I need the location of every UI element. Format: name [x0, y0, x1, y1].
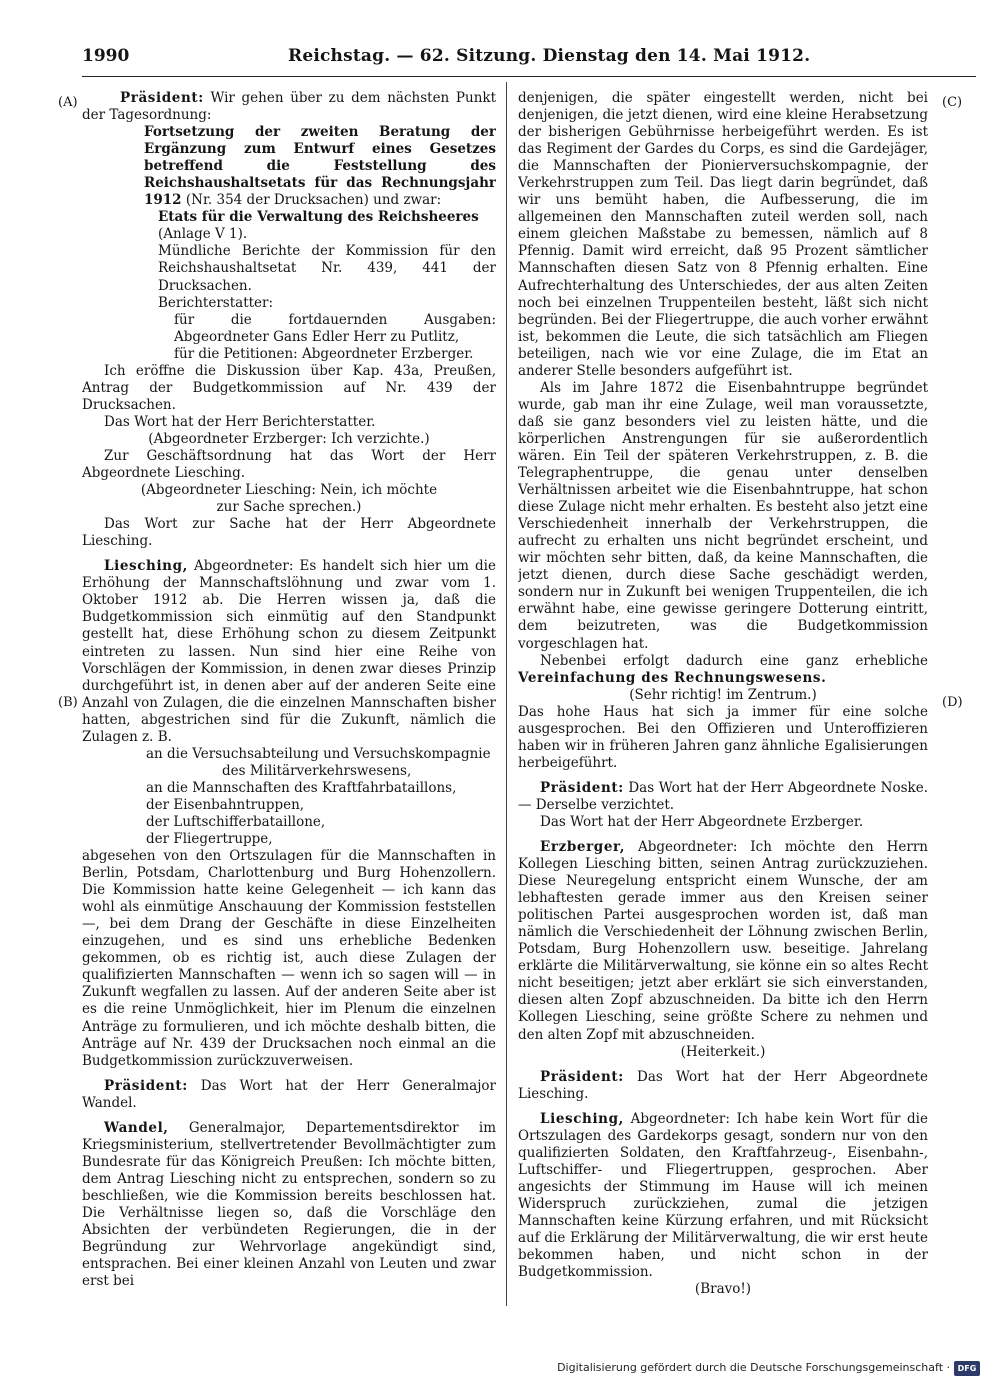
- paragraph: Das Wort hat der Herr Berichterstatter.: [104, 413, 376, 430]
- agenda-title: Fortsetzung der zweiten Beratung der Ergänzung zum Entwurf eines Gesetzes betreffend die Feststellung des Reichshaushaltsetats für das Rechnungsjahr 1912: [144, 124, 496, 209]
- list-item-text: des Militärverkehrswesens,: [222, 762, 412, 779]
- interjection: (Abgeordneter Erzberger: Ich verzichte.): [148, 430, 430, 447]
- speaker-name: Erzberger,: [540, 839, 626, 856]
- rapporteur-entry: für die fortdauernden Ausgaben: Abgeordneter Gans Edler Herr zu Putlitz,: [174, 311, 496, 345]
- list-item: der Fliegertruppe,: [146, 831, 273, 848]
- speech: [82, 1078, 496, 1112]
- list-item: der Luftschifferbataillone,: [146, 813, 326, 830]
- list-item-text: an die Versuchsabteilung und Versuchskompagnie: [146, 745, 491, 762]
- margin-marker-d: (D): [942, 695, 963, 710]
- margin-marker-c: (C): [942, 95, 963, 110]
- paragraph: Das Wort hat der Herr Abgeordnete Erzberger.: [540, 813, 864, 830]
- list-item: [82, 746, 496, 780]
- rapporteurs-label: Berichterstatter:: [158, 294, 274, 311]
- interjection: [82, 482, 496, 516]
- header-rule: [82, 76, 976, 77]
- speaker-name: Präsident:: [540, 779, 624, 796]
- interjection: (Bravo!): [694, 1281, 752, 1298]
- page-header: [82, 44, 974, 68]
- speech-text: Abgeordneter: Es handelt sich hier um die Erhöhung der Mannschaftslöhnung und zwar vom 1. Oktober 1912 ab. Die Herren wissen ja, daß die Budgetkommission sich einmütig auf den Standpunkt gestellt hat, diese Erhöhung schon zu diesem Zeitpunkt eintreten zu lassen. Nun sind hier eine Reihe von Vorschlägen der Kommission, in denen zwar dieses Prinzip durchgeführt ist, in denen aber auf der anderen Seite eine Anzahl von Zulagen, die die einzelnen Mannschaften bisher hatten, abgestrichen sind für die Zukunft, nämlich die Zulagen z. B.: [82, 558, 496, 745]
- column-divider: [506, 82, 507, 1306]
- paragraph: denjenigen, die später eingestellt werden, nicht bei denjenigen, die jetzt dienen, wird eine kleine Herabsetzung der bisherigen Gebührnisse herbeigeführt werden. Es ist das Regiment der Gardes du Corps, es sind die Gardejäger, die Mannschaften der Pionierversuchskompagnie, der Verkehrstruppen zum Teil. Das liegt darin begründet, daß wir uns bemüht haben, die Aufbesserung, die im allgemeinen den Mannschaften zuteil werden soll, nach einem gleichen Maßstabe zu bemessen, nämlich auf 8 Pfennig. Damit wird erreicht, daß 95 Prozent sämtlicher Mannschaften diesen Satz von 8 Pfennig erhalten. Eine Aufrechterhaltung des Unterschiedes, der aus alten Zeiten noch bei einzelnen Truppenteilen besteht, läßt sich nicht begründen. Bei der Fliegertruppe, die auch vorher erwähnt ist, bekommen die Leute, die sich tatsächlich am Fliegen beteiligen, nach wie vor eine Zulage, die im Etat an anderer Stelle besonders aufgeführt ist.: [518, 90, 928, 379]
- paragraph: Das Wort zur Sache hat der Herr Abgeordnete Liesching.: [82, 516, 496, 550]
- speaker-name: Präsident:: [540, 1068, 624, 1085]
- emphasized-text: Vereinfachung des Rechnungswesens.: [518, 669, 827, 686]
- speaker-name: Präsident:: [104, 1077, 188, 1094]
- paragraph: [82, 90, 496, 124]
- interjection: (Sehr richtig! im Zentrum.): [629, 686, 817, 703]
- paragraph: Als im Jahre 1872 die Eisenbahntruppe begründet wurde, gab man ihr eine Zulage, weil man voraussetzte, daß sie ganz besonders viel zu leisten hätte, und die körperlichen Anstrengungen für sie außerordentlich wären. Ein Teil der späteren Verkehrstruppen, z. B. die Telegraphentruppe, die genau unter denselben Verhältnissen arbeitet wie die Eisenbahntruppe, hat schon diese Zulage nicht mehr erhalten. Es besteht also jetzt eine Verschiedenheit innerhalb der Verkehrstruppen, die aufrecht zu erhalten uns nicht begründet erscheint, und wir möchten sehr bitten, daß, da keine Mannschaften, die jetzt dienen, durch diese Sache geschädigt werden, sondern nur in Zukunft bei wenigen Truppenteilen, die ich erwähnt habe, eine gewisse geringere Dotterung eintritt, dem beizutreten, was die Budgetkommission vorgeschlagen hat.: [518, 379, 928, 652]
- footer: [557, 1360, 980, 1376]
- list-item: an die Mannschaften des Kraftfahrbataillons,: [146, 779, 457, 796]
- interjection-line: (Abgeordneter Liesching: Nein, ich möchte: [140, 482, 438, 499]
- etat-title: Etats für die Verwaltung des Reichsheeres: [158, 209, 479, 226]
- speech-text: Das Wort hat der Herr Abgeordnete Noske. — Derselbe verzichtet.: [518, 779, 928, 813]
- speech-text: Das Wort hat der Herr Generalmajor Wandel.: [82, 1077, 496, 1111]
- margin-marker-b: (B): [58, 695, 78, 710]
- rapporteur-entry: für die Petitionen: Abgeordneter Erzberger.: [174, 345, 474, 362]
- list-item: der Eisenbahntruppen,: [146, 796, 305, 813]
- speech-text: Wir gehen über zu dem nächsten Punkt der Tagesordnung:: [82, 90, 496, 124]
- speech: [518, 1111, 928, 1281]
- speech: [518, 780, 928, 814]
- interjection-line: zur Sache sprechen.): [216, 499, 362, 516]
- running-title: Reichstag. — 62. Sitzung. Dienstag den 14. Mai 1912.: [288, 46, 811, 66]
- dfg-logo: DFG: [954, 1361, 980, 1376]
- right-column: [518, 90, 928, 1308]
- paragraph: abgesehen von den Ortszulagen für die Mannschaften in Berlin, Potsdam, Charlottenburg und Burg Hohenzollern. Die Kommission hatte keine Gelegenheit — ich kann das wohl als einmütige Anschauung der Kommission feststellen —, bei dem Drang der Geschäfte in diese Einzelheiten einzugehen, und es sind uns erhebliche Bedenken gekommen, ob es richtig ist, auch diese Zulagen der qualifizierten Mannschaften — wenn ich so sagen will — in Zukunft wegfallen zu lassen. Auf der anderen Seite aber ist es die reine Unmöglichkeit, hier im Plenum die einzelnen Anträge zu formulieren, und ich möchte deshalb bitten, die Anträge auf Nr. 439 der Drucksachen noch einmal an die Budgetkommission zurückzuverweisen.: [82, 848, 496, 1069]
- agenda-title-tail: (Nr. 354 der Drucksachen) und zwar:: [181, 192, 442, 209]
- speech: [518, 839, 928, 1044]
- speaker-name: Liesching,: [540, 1110, 624, 1127]
- paragraph: Das hohe Haus hat sich ja immer für eine solche ausgesprochen. Bei den Offizieren und Unteroffizieren haben wir in früheren Jahren ganz ähnliche Egalisierungen herbeigeführt.: [518, 703, 928, 771]
- speech: [518, 1069, 928, 1103]
- paragraph: [518, 653, 928, 687]
- etat-annex: (Anlage V 1).: [158, 226, 248, 243]
- etat-item: [82, 209, 496, 243]
- footer-credit: Digitalisierung gefördert durch die Deutsche Forschungsgemeinschaft ·: [557, 1361, 950, 1374]
- paragraph-text: Nebenbei erfolgt dadurch eine ganz erhebliche: [540, 652, 928, 669]
- speaker-name: Präsident:: [120, 90, 204, 106]
- speaker-name: Wandel,: [104, 1119, 169, 1136]
- speech-text: Generalmajor, Departementsdirektor im Kriegsministerium, stellvertretender Bevollmächtigter zum Bundesrate für das Königreich Preußen: Ich möchte bitten, dem Antrag Liesching nicht zu entsprechen, sondern so zu beschließen, wie die Kommission bereits beschlossen hat. Die Verhältnisse liegen so, daß die Vorschläge den Absichten der verbündeten Regierungen, die in der Begründung zur Wehrvorlage angekündigt sind, entsprachen. Bei einer kleinen Anzahl von Leuten und zwar erst bei: [82, 1119, 496, 1290]
- speaker-name: Liesching,: [104, 558, 188, 575]
- paragraph: Zur Geschäftsordnung hat das Wort der Herr Abgeordnete Liesching.: [82, 447, 496, 482]
- speech-text: Das Wort hat der Herr Abgeordnete Liesching.: [518, 1068, 928, 1102]
- agenda-item: [82, 124, 496, 209]
- page-number: 1990: [82, 46, 130, 66]
- reports-note: Mündliche Berichte der Kommission für den Reichshaushaltsetat Nr. 439, 441 der Drucksachen.: [158, 243, 496, 294]
- interjection: (Heiterkeit.): [680, 1043, 766, 1060]
- speech-text: Abgeordneter: Ich habe kein Wort für die Ortszulagen des Gardekorps gesagt, sondern nur von den qualifizierten Soldaten, den Kraftfahrzeug-, Eisenbahn-, Luftschiffer- und Fliegertruppen, gesprochen. Aber angesichts der Stimmung im Hause will ich meinen Widerspruch zurückziehen, zumal die jetzigen Mannschaften keine Kürzung erfahren, und mit Rücksicht auf die Erklärung der Militärverwaltung, die wir erst heute bekommen haben, und nicht schon in der Budgetkommission.: [518, 1110, 928, 1281]
- speech: [82, 558, 496, 746]
- speech-text: Abgeordneter: Ich möchte den Herrn Kollegen Liesching bitten, seinen Antrag zurückzuziehen. Diese Neuregelung entspricht einem Wunsche, der am lebhaftesten gerade immer aus den Kreisen seiner politischen Partei ausgesprochen worden ist, daß man nämlich die Verschiedenheit der Löhnung zwischen Berlin, Potsdam, Burg Hohenzollern usw. beseitige. Jahrelang erklärte die Militärverwaltung, sie könne ein so altes Recht nicht beseitigen; jetzt aber erklärt sie sich einverstanden, diesen alten Zopf abzuschneiden. Da bitte ich den Herrn Kollegen Liesching, seine größte Schere zu nehmen und den alten Zopf mit abzuschneiden.: [518, 839, 928, 1043]
- margin-marker-a: (A): [58, 95, 78, 110]
- speech: [82, 1120, 496, 1290]
- left-column: [82, 90, 496, 1308]
- paragraph: Ich eröffne die Diskussion über Kap. 43a, Preußen, Antrag der Budgetkommission auf Nr. 439 der Drucksachen.: [82, 362, 496, 413]
